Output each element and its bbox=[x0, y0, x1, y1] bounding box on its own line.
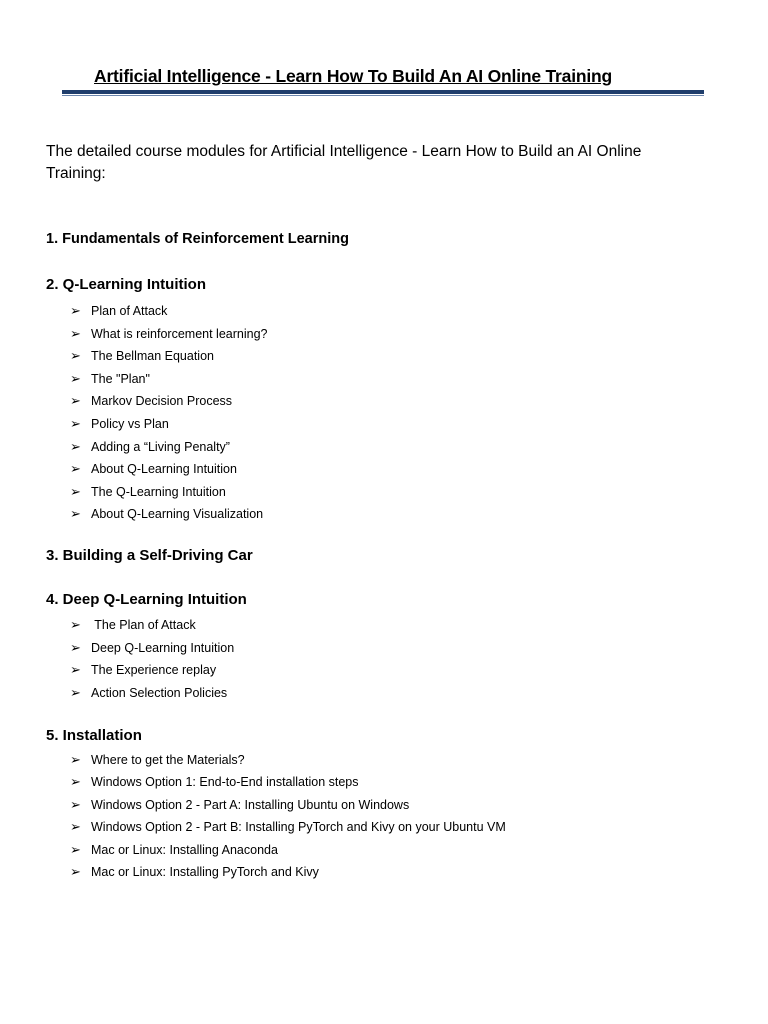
topic-label: Mac or Linux: Installing PyTorch and Kivy bbox=[91, 864, 319, 879]
topic-label: The Experience replay bbox=[91, 663, 217, 678]
topic-label: Plan of Attack bbox=[91, 304, 168, 318]
list-item bbox=[70, 615, 234, 638]
arrowhead-bullet-icon: ➢ bbox=[70, 684, 81, 700]
topic-label: The Plan of Attack bbox=[91, 618, 196, 632]
list-item bbox=[70, 638, 234, 661]
arrowhead-bullet-icon: ➢ bbox=[70, 819, 81, 835]
title-divider-thick bbox=[62, 90, 704, 94]
document-title: Artificial Intelligence - Learn How To Build An AI Online Training bbox=[94, 66, 612, 86]
topic-label: Windows Option 2 - Part A: Installing Ubuntu on Windows bbox=[91, 797, 410, 812]
arrowhead-bullet-icon: ➢ bbox=[70, 863, 81, 879]
topic-label: Action Selection Policies bbox=[91, 685, 228, 700]
list-item bbox=[70, 817, 506, 839]
list-item bbox=[70, 324, 267, 347]
list-item bbox=[70, 772, 506, 794]
list-item bbox=[70, 660, 234, 683]
arrowhead-bullet-icon: ➢ bbox=[70, 841, 81, 857]
title-divider-thin bbox=[62, 95, 704, 96]
topic-label: About Q-Learning Visualization bbox=[91, 507, 264, 522]
intro-paragraph: The detailed course modules for Artificial Intelligence - Learn How to Build an AI Online Training: bbox=[46, 143, 642, 182]
list-item bbox=[70, 504, 267, 527]
topic-label: Adding a “Living Penalty” bbox=[91, 439, 230, 454]
topic-label: Where to get the Materials? bbox=[91, 753, 245, 767]
module-heading-1: 1. Fundamentals of Reinforcement Learning bbox=[46, 231, 349, 247]
arrowhead-bullet-icon: ➢ bbox=[70, 752, 81, 767]
list-item bbox=[70, 840, 506, 862]
topic-label: Windows Option 1: End-to-End installation steps bbox=[91, 775, 359, 790]
module-5-topic-list bbox=[70, 750, 506, 884]
list-item bbox=[70, 437, 267, 460]
arrowhead-bullet-icon: ➢ bbox=[70, 506, 81, 522]
arrowhead-bullet-icon: ➢ bbox=[70, 774, 81, 790]
topic-label: What is reinforcement learning? bbox=[91, 326, 268, 341]
module-2-topic-list bbox=[70, 301, 267, 527]
topic-label: Policy vs Plan bbox=[91, 416, 169, 431]
list-item bbox=[70, 369, 267, 392]
list-item bbox=[70, 862, 506, 884]
list-item bbox=[70, 750, 506, 772]
list-item bbox=[70, 301, 267, 324]
arrowhead-bullet-icon: ➢ bbox=[70, 415, 81, 431]
topic-label: The "Plan" bbox=[91, 371, 150, 386]
module-4-topic-list bbox=[70, 615, 234, 705]
module-heading-5: 5. Installation bbox=[46, 727, 142, 744]
topic-label: The Q-Learning Intuition bbox=[91, 484, 226, 499]
list-item bbox=[70, 459, 267, 482]
topic-label: The Bellman Equation bbox=[91, 349, 214, 364]
list-item bbox=[70, 482, 267, 505]
list-item bbox=[70, 795, 506, 817]
module-heading-2: 2. Q-Learning Intuition bbox=[46, 276, 206, 293]
arrowhead-bullet-icon: ➢ bbox=[70, 617, 81, 632]
arrowhead-bullet-icon: ➢ bbox=[70, 483, 81, 499]
topic-label: Windows Option 2 - Part B: Installing PyTorch and Kivy on your Ubuntu VM bbox=[91, 820, 506, 835]
arrowhead-bullet-icon: ➢ bbox=[70, 348, 81, 364]
list-item bbox=[70, 414, 267, 437]
topic-label: Mac or Linux: Installing Anaconda bbox=[91, 842, 278, 857]
arrowhead-bullet-icon: ➢ bbox=[70, 325, 81, 341]
arrowhead-bullet-icon: ➢ bbox=[70, 370, 81, 386]
arrowhead-bullet-icon: ➢ bbox=[70, 438, 81, 454]
module-heading-3: 3. Building a Self-Driving Car bbox=[46, 547, 253, 564]
arrowhead-bullet-icon: ➢ bbox=[70, 639, 81, 655]
topic-label: Deep Q-Learning Intuition bbox=[91, 640, 235, 655]
arrowhead-bullet-icon: ➢ bbox=[70, 393, 81, 409]
module-heading-4: 4. Deep Q-Learning Intuition bbox=[46, 591, 247, 608]
list-item bbox=[70, 683, 234, 706]
topic-label: Markov Decision Process bbox=[91, 394, 233, 409]
arrowhead-bullet-icon: ➢ bbox=[70, 461, 81, 477]
topic-label: About Q-Learning Intuition bbox=[91, 462, 237, 477]
list-item bbox=[70, 391, 267, 414]
arrowhead-bullet-icon: ➢ bbox=[70, 662, 81, 678]
list-item bbox=[70, 346, 267, 369]
arrowhead-bullet-icon: ➢ bbox=[70, 303, 81, 318]
arrowhead-bullet-icon: ➢ bbox=[70, 796, 81, 812]
